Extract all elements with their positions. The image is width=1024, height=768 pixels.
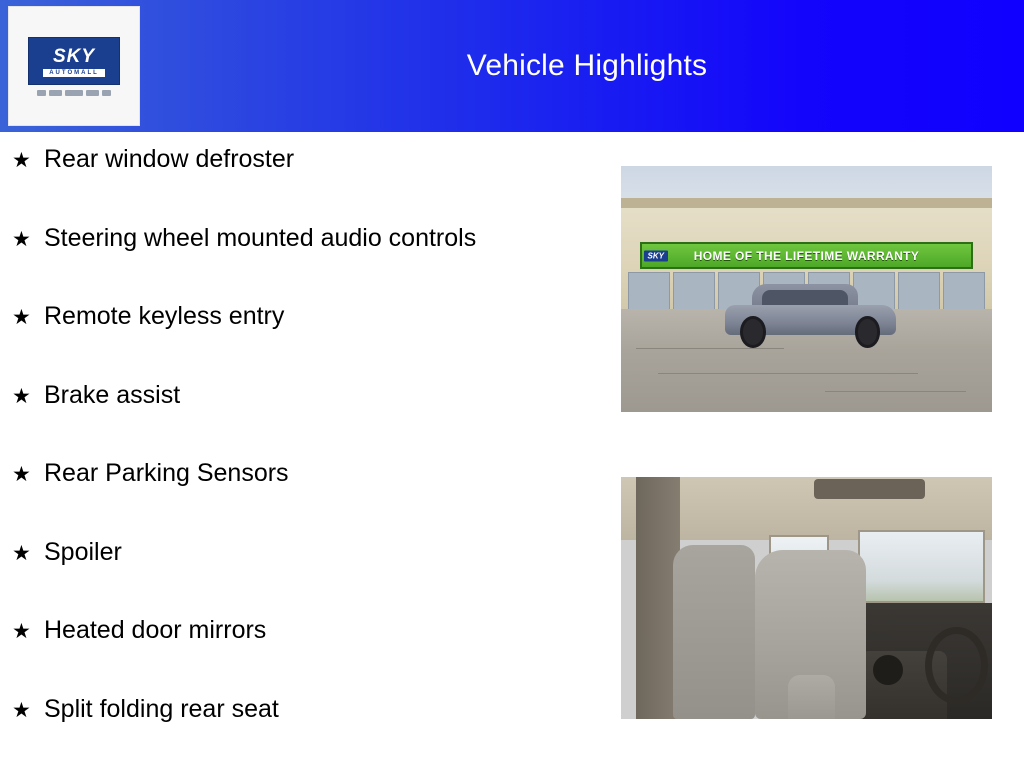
star-bullet-icon: ★ [12, 227, 31, 251]
feature-label: Steering wheel mounted audio controls [44, 223, 477, 252]
feature-label: Split folding rear seat [44, 694, 279, 723]
feature-label: Brake assist [44, 380, 181, 409]
sky-automall-logo-icon [28, 37, 120, 85]
feature-label: Heated door mirrors [44, 616, 267, 644]
vehicle-side-view [725, 284, 896, 343]
star-bullet-icon: ★ [12, 149, 31, 172]
dealer-logo [8, 6, 140, 126]
logo-brand-text: SKY [52, 46, 96, 67]
list-item [12, 146, 612, 225]
logo-brand-strip-icon [37, 90, 111, 96]
logo-sub-text: AUTOMALL [43, 69, 105, 77]
feature-label: Rear window defroster [44, 145, 295, 173]
star-bullet-icon: ★ [12, 698, 31, 722]
page-title: Vehicle Highlights [466, 49, 708, 82]
feature-label: Rear Parking Sensors [44, 459, 289, 487]
roofline [621, 198, 992, 208]
rear-seat [673, 545, 755, 719]
list-item [12, 460, 612, 539]
feature-label: Remote keyless entry [44, 302, 285, 330]
list-item [12, 617, 612, 696]
banner-text: HOME OF THE LIFETIME WARRANTY [693, 248, 920, 263]
list-item [12, 303, 612, 382]
slide-content [0, 132, 1024, 768]
gear-shifter [873, 655, 903, 685]
sunroof [814, 479, 925, 498]
slide-header [0, 0, 1024, 132]
list-item [12, 382, 612, 461]
passenger-window [858, 530, 984, 603]
list-item [12, 225, 612, 304]
star-bullet-icon: ★ [12, 620, 31, 643]
star-bullet-icon: ★ [12, 306, 31, 329]
list-item [12, 539, 612, 618]
banner-logo-badge: SKY [644, 250, 668, 261]
star-bullet-icon: ★ [12, 384, 31, 408]
star-bullet-icon: ★ [12, 541, 31, 565]
feature-label: Spoiler [44, 537, 122, 566]
dealership-banner [640, 242, 974, 269]
feature-list [12, 146, 612, 768]
vehicle-interior-photo [621, 477, 992, 719]
vehicle-exterior-photo [621, 166, 992, 412]
star-bullet-icon: ★ [12, 463, 31, 486]
front-seat [755, 550, 866, 719]
list-item [12, 696, 612, 768]
